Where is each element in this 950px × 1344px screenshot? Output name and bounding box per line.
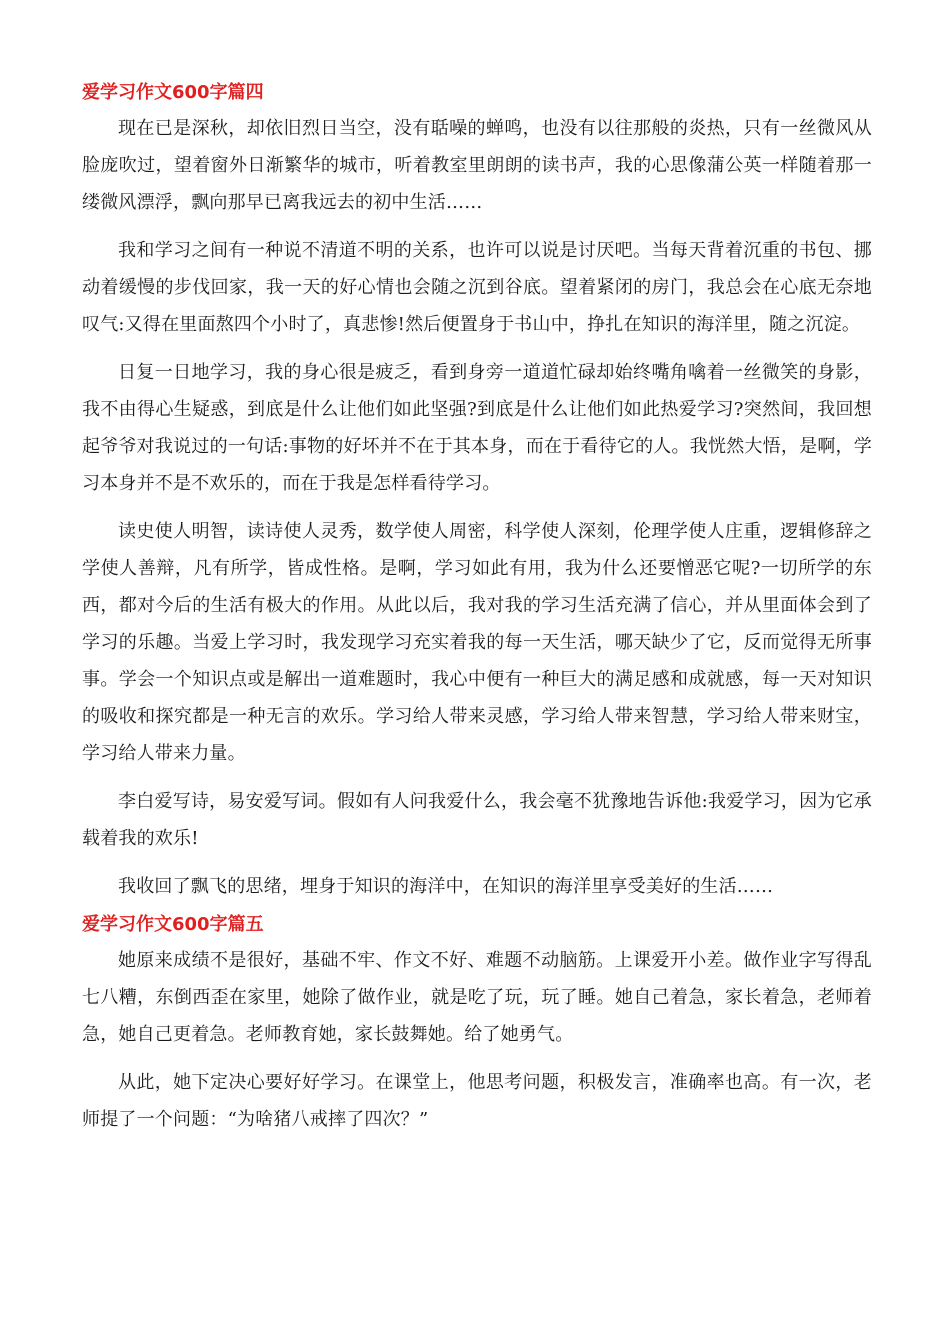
essay-section-4	[82, 78, 872, 905]
paragraph: 我收回了飘飞的思绪，埋身于知识的海洋中，在知识的海洋里享受美好的生活……	[118, 876, 774, 897]
paragraph: 日复一日地学习，我的身心很是疲乏，看到身旁一道道忙碌却始终嘴角噙着一丝微笑的身影，我不由得心生疑惑，到底是什么让他们如此坚强?到底是什么让他们如此热爱学习?突然间，我回想起爷爷对我说过的一句话:事物的好坏并不在于其本身，而在于看待它的人。我恍然大悟，是啊，学习本身并不是不欢乐的，而在于我是怎样看待学习。	[82, 362, 872, 494]
section-heading: 爱学习作文600字篇五	[82, 914, 264, 935]
paragraph: 现在已是深秋，却依旧烈日当空，没有聒噪的蝉鸣，也没有以往那般的炎热，只有一丝微风从脸庞吹过，望着窗外日渐繁华的城市，听着教室里朗朗的读书声，我的心思像蒲公英一样随着那一缕微风漂浮，飘向那早已离我远去的初中生活……	[82, 118, 872, 213]
section-heading: 爱学习作文600字篇四	[82, 82, 264, 103]
paragraph: 读史使人明智，读诗使人灵秀，数学使人周密，科学使人深刻，伦理学使人庄重，逻辑修辞之学使人善辩，凡有所学，皆成性格。是啊，学习如此有用，我为什么还要憎恶它呢?一切所学的东西，都对今后的生活有极大的作用。从此以后，我对我的学习生活充满了信心，并从里面体会到了学习的乐趣。当爱上学习时，我发现学习充实着我的每一天生活，哪天缺少了它，反而觉得无所事事。学会一个知识点或是解出一道难题时，我心中便有一种巨大的满足感和成就感，每一天对知识的吸收和探究都是一种无言的欢乐。学习给人带来灵感，学习给人带来智慧，学习给人带来财宝，学习给人带来力量。	[82, 521, 872, 764]
paragraph: 她原来成绩不是很好，基础不牢、作文不好、难题不动脑筋。上课爱开小差。做作业字写得乱七八糟，东倒西歪在家里，她除了做作业，就是吃了玩，玩了睡。她自己着急，家长着急，老师着急，她自己更着急。老师教育她，家长鼓舞她。给了她勇气。	[82, 950, 872, 1045]
paragraph: 我和学习之间有一种说不清道不明的关系，也许可以说是讨厌吧。当每天背着沉重的书包、挪动着缓慢的步伐回家，我一天的好心情也会随之沉到谷底。望着紧闭的房门，我总会在心底无奈地叹气:又得在里面熬四个小时了，真悲惨!然后便置身于书山中，挣扎在知识的海洋里，随之沉淀。	[82, 240, 872, 335]
paragraph: 李白爱写诗，易安爱写词。假如有人问我爱什么，我会毫不犹豫地告诉他:我爱学习，因为它承载着我的欢乐!	[82, 791, 872, 849]
essay-section-5	[82, 910, 872, 1138]
document-page	[82, 78, 872, 1149]
paragraph: 从此，她下定决心要好好学习。在课堂上，他思考问题，积极发言，准确率也高。有一次，老师提了一个问题：“为啥猪八戒摔了四次？”	[82, 1072, 872, 1130]
